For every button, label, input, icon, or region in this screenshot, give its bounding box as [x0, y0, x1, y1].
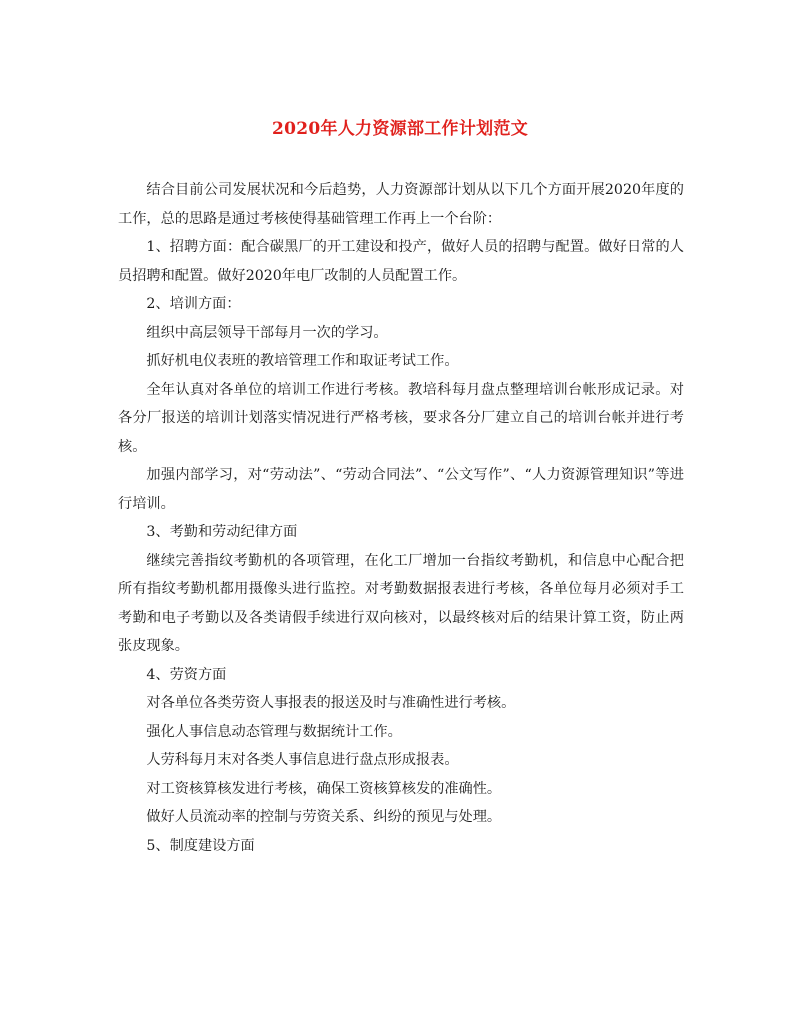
paragraph-labor-2: 强化人事信息动态管理与数据统计工作。 — [146, 723, 402, 740]
paragraph-labor-5: 做好人员流动率的控制与劳资关系、纠纷的预见与处理。 — [146, 809, 502, 825]
document-title: 2020年人力资源部工作计划范文 — [271, 119, 529, 139]
paragraph-training-1: 组织中高层领导干部每月一次的学习。 — [146, 324, 388, 341]
paragraph-intro: 结合目前公司发展状况和今后趋势，人力资源部计划从以下几个方面开展2020年度的工作，总的思路是通过考核使得基础管理工作再上一个台阶： — [118, 182, 684, 227]
heading-labor: 4、劳资方面 — [146, 666, 227, 683]
paragraph-attendance: 继续完善指纹考勤机的各项管理，在化工厂增加一台指纹考勤机，和信息中心配合把所有指纹考勤机都用摄像头进行监控。对考勤数据报表进行考核，各单位每月必须对手工考勤和电子考勤以及各类请假手续进行双向核对，以最终核对后的结果计算工资，防止两张皮现象。 — [118, 552, 684, 654]
paragraph-training-2: 抓好机电仪表班的教培管理工作和取证考试工作。 — [146, 353, 459, 369]
heading-attendance: 3、考勤和劳动纪律方面 — [146, 524, 298, 540]
paragraph-training-4: 加强内部学习，对“劳动法”、“劳动合同法”、“公文写作”、“人力资源管理知识”等进行培训。 — [118, 467, 684, 512]
paragraph-recruitment: 1、招聘方面：配合碳黑厂的开工建设和投产，做好人员的招聘与配置。做好日常的人员招聘和配置。做好2020年电厂改制的人员配置工作。 — [118, 239, 684, 284]
heading-training: 2、培训方面： — [146, 296, 241, 312]
paragraph-labor-4: 对工资核算核发进行考核，确保工资核算核发的准确性。 — [146, 780, 502, 797]
paragraph-labor-1: 对各单位各类劳资人事报表的报送及时与准确性进行考核。 — [146, 695, 516, 711]
heading-system: 5、制度建设方面 — [146, 837, 255, 854]
document-body — [118, 176, 684, 860]
paragraph-labor-3: 人劳科每月末对各类人事信息进行盘点形成报表。 — [146, 752, 459, 768]
paragraph-training-3: 全年认真对各单位的培训工作进行考核。教培科每月盘点整理培训台帐形成记录。对各分厂报送的培训计划落实情况进行严格考核，要求各分厂建立自己的培训台帐并进行考核。 — [118, 381, 684, 455]
